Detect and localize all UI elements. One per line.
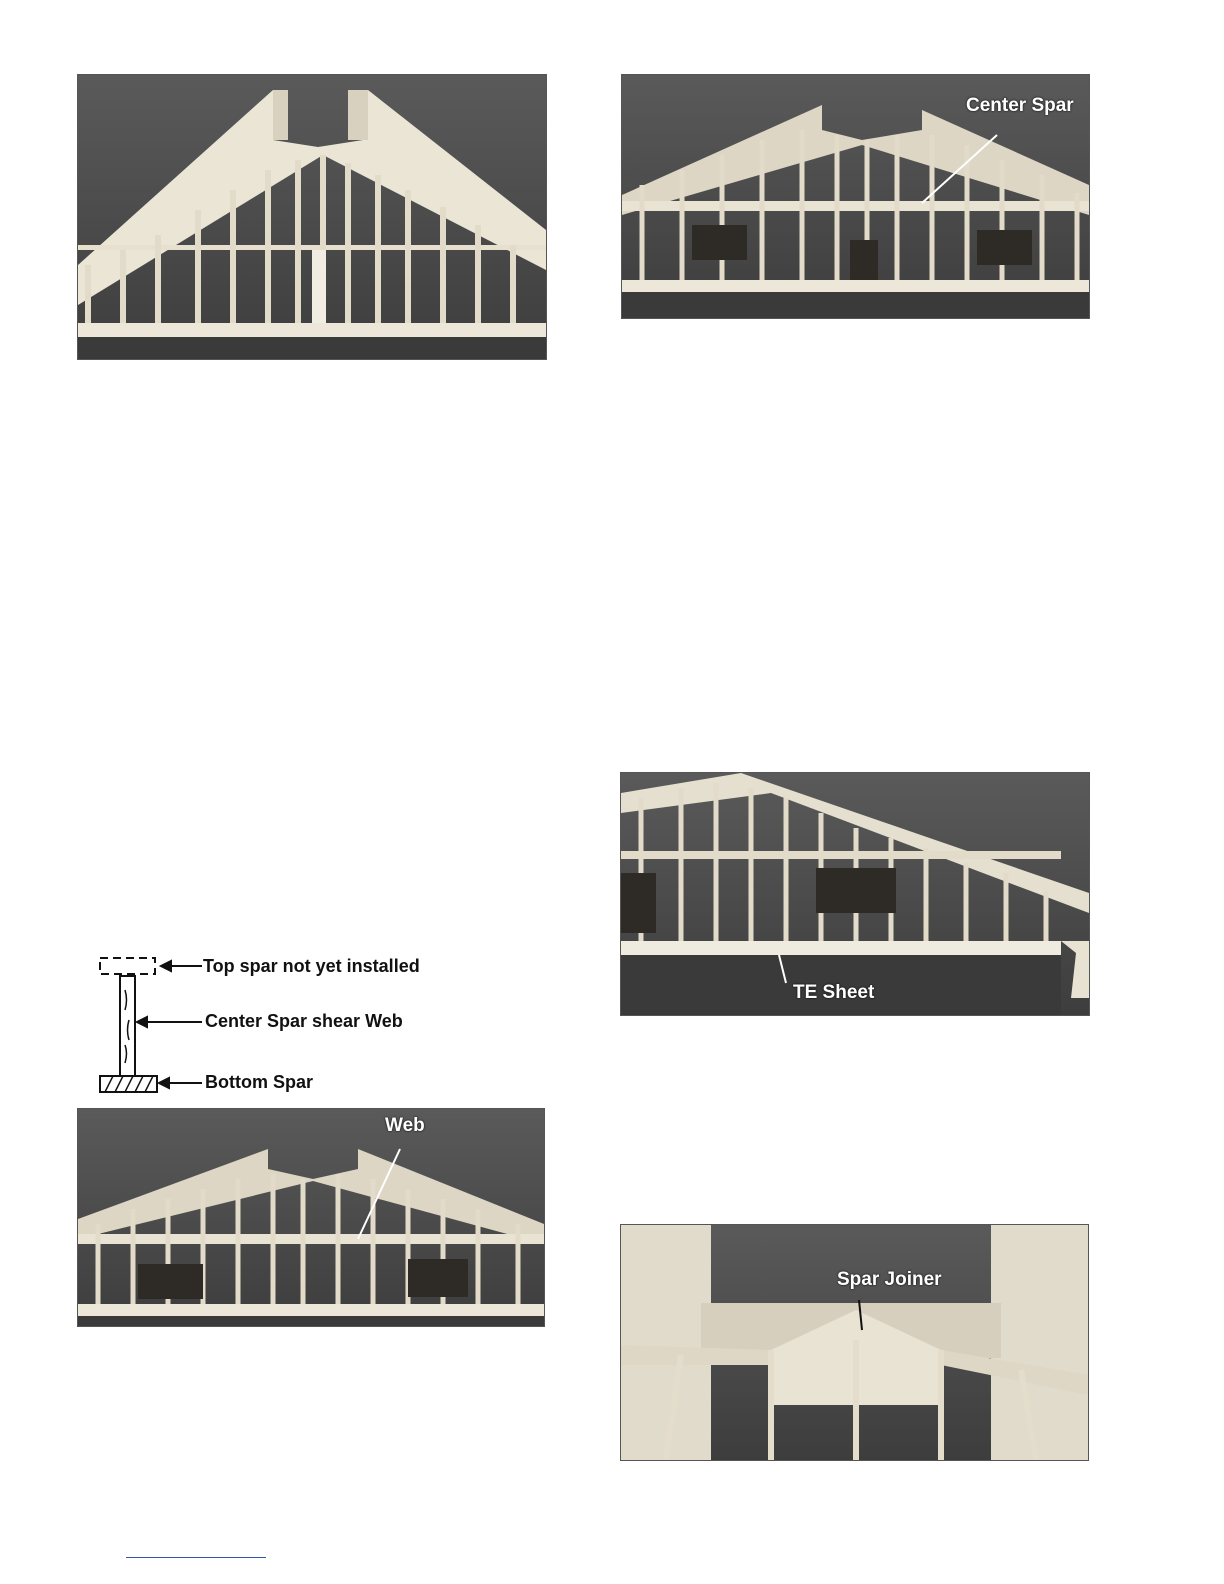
callout-spar-joiner: Spar Joiner [837, 1269, 942, 1290]
callout-center-spar: Center Spar [966, 95, 1074, 116]
label-bottom-spar: Bottom Spar [205, 1072, 313, 1092]
footer-link-rule [126, 1557, 266, 1558]
photo-wing-center-sheeted [77, 74, 547, 360]
callout-web: Web [385, 1115, 425, 1136]
label-top-spar: Top spar not yet installed [203, 956, 420, 976]
photo-shear-web [77, 1108, 545, 1327]
spar-joiner-illustration [621, 1225, 1088, 1460]
shear-web-illustration [78, 1109, 544, 1326]
photo-spar-joiner [620, 1224, 1089, 1461]
te-sheet-illustration [621, 773, 1089, 1015]
photo-te-sheet [620, 772, 1090, 1016]
shear-web-diagram [95, 950, 475, 1100]
photo-center-spar [621, 74, 1090, 319]
callout-te-sheet: TE Sheet [793, 982, 875, 1003]
wing-center-illustration [78, 75, 546, 359]
label-shear-web: Center Spar shear Web [205, 1011, 403, 1031]
